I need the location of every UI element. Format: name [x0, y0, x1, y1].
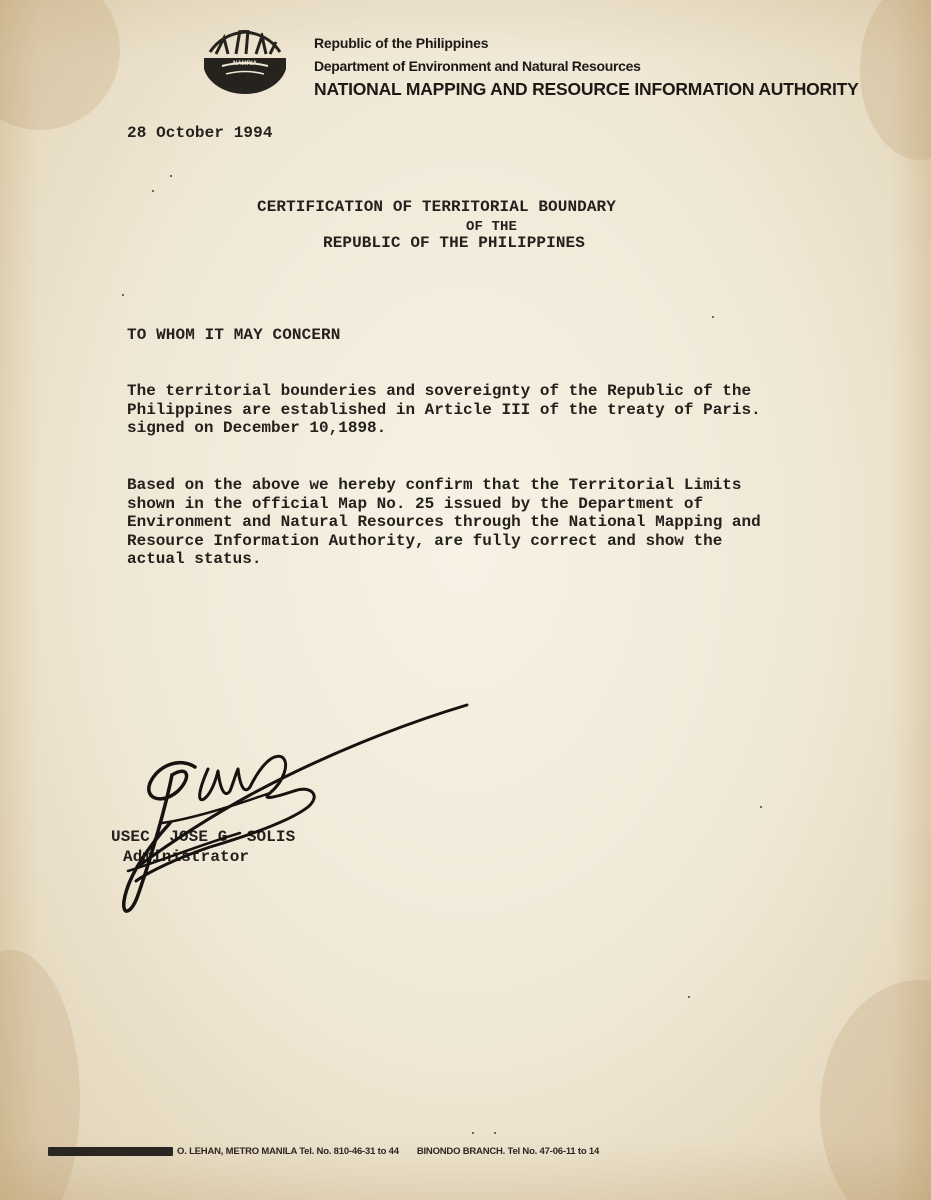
paragraph-line: signed on December 10,1898. [127, 419, 387, 437]
signatory-title: Administrator [123, 848, 250, 866]
letterhead-department: Department of Environment and Natural Resources [314, 58, 641, 74]
seal-text: NAMRIA [233, 61, 257, 67]
paper-speck [760, 806, 762, 808]
letterhead-agency: NATIONAL MAPPING AND RESOURCE INFORMATION AUTHORITY [314, 79, 859, 99]
letterhead-footer [48, 1146, 599, 1157]
handwritten-signature [100, 695, 480, 925]
footer-branch: BINONDO BRANCH. Tel No. 47-06-11 to 14 [416, 1146, 600, 1157]
paragraph-line: The territorial bounderies and sovereignty of the Republic of the [127, 382, 752, 400]
agency-seal-logo [202, 16, 288, 96]
paper-speck [494, 1132, 496, 1134]
footer-address-smudge [48, 1147, 173, 1156]
paper-speck [122, 294, 124, 296]
salutation: TO WHOM IT MAY CONCERN [127, 326, 341, 344]
paragraph-line: Environment and Natural Resources through the National Mapping and [127, 513, 761, 531]
paper-stain [860, 0, 931, 160]
paper-speck [170, 175, 172, 177]
paper-speck [472, 1132, 474, 1134]
footer-address: O. LEHAN, METRO MANILA Tel. No. 810-46-31 to 44 [177, 1146, 399, 1157]
paragraph-treaty [127, 382, 761, 438]
paper-speck [712, 316, 714, 318]
document-title-line-1: CERTIFICATION OF TERRITORIAL BOUNDARY [257, 198, 616, 216]
paper-speck [688, 996, 690, 998]
paper-stain [0, 0, 120, 130]
paragraph-line: Based on the above we hereby confirm that the Territorial Limits [127, 476, 742, 494]
paragraph-line: Philippines are established in Article III of the treaty of Paris. [127, 400, 761, 419]
paper-stain [820, 980, 931, 1200]
paragraph-line: actual status. [127, 550, 262, 568]
document-title-line-3: REPUBLIC OF THE PHILIPPINES [323, 234, 585, 252]
paragraph-line: Resource Information Authority, are fully correct and show the [127, 531, 723, 550]
document-date: 28 October 1994 [127, 124, 273, 142]
document-title-line-2: OF THE [466, 219, 518, 235]
paragraph-line: shown in the official Map No. 25 issued by the Department of [127, 494, 704, 513]
letterhead-republic: Republic of the Philippines [314, 35, 489, 51]
paper-stain [0, 950, 80, 1200]
paper-speck [152, 190, 154, 192]
signatory-name: USEC. JOSE G. SOLIS [111, 828, 296, 846]
paragraph-confirmation [127, 476, 761, 569]
